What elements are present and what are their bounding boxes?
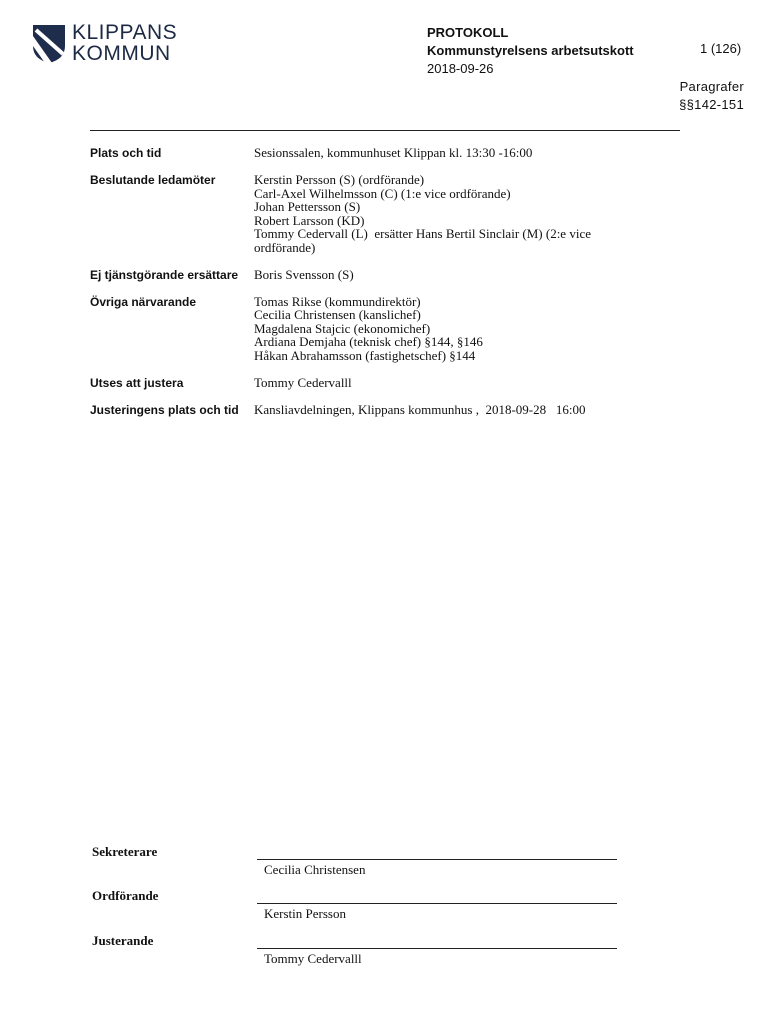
detail-row [90,376,650,390]
detail-value: ordförande) [254,239,316,255]
paragraphs-info [679,78,744,114]
meeting-details [90,146,650,430]
detail-value: Cecilia Christensen (kanslichef) [254,307,421,323]
detail-label: Ej tjänstgörande ersättare [90,267,239,282]
detail-row [90,268,650,282]
detail-value: Kerstin Persson (S) (ordförande) [254,172,425,187]
signature-line [257,948,617,949]
paragraphs-range: §§142-151 [679,97,744,112]
detail-label: Övriga närvarande [90,294,197,309]
detail-values [254,295,650,363]
detail-value: Johan Pettersson (S) [254,199,361,215]
page-number: 1 (126) [700,41,742,56]
detail-value: Håkan Abrahamsson (fastighetschef) §144 [254,347,476,363]
logo-line-2: KOMMUN [72,42,171,65]
municipal-shield-icon [32,24,66,64]
detail-value: Sesionssalen, kommunhuset Klippan kl. 13:30 -16:00 [254,145,533,160]
logo-line-1: KLIPPANS [72,21,178,44]
detail-value: Tomas Rikse (kommundirektör) [254,293,421,309]
klippans-kommun-logo [32,22,192,68]
detail-row [90,146,650,160]
detail-value: Ardiana Demjaha (teknisk chef) §144, §146 [254,334,483,350]
signature-name: Tommy Cedervalll [264,951,362,966]
detail-value: Boris Svensson (S) [254,266,354,282]
detail-values [254,173,650,255]
paragraphs-label: Paragrafer [679,79,744,94]
detail-value: Magdalena Stajcic (ekonomichef) [254,320,431,336]
detail-values [254,146,650,160]
detail-label: Plats och tid [90,146,162,160]
detail-label: Justeringens plats och tid [90,402,239,417]
detail-value: Carl-Axel Wilhelmsson (C) (1:e vice ordförande) [254,185,511,201]
document-header [427,24,634,78]
detail-row [90,173,650,255]
detail-value: Robert Larsson (KD) [254,212,365,228]
meeting-date: 2018-09-26 [427,61,494,76]
detail-label: Utses att justera [90,375,184,390]
detail-label: Beslutande ledamöter [90,173,216,187]
signature-role: Sekreterare [92,844,158,859]
committee-name: Kommunstyrelsens arbetsutskott [427,43,634,58]
detail-row [90,295,650,363]
logo-wordmark [72,22,177,64]
signature-name: Cecilia Christensen [264,862,366,877]
document-type: PROTOKOLL [427,25,509,40]
detail-value: Tommy Cedervalll [254,374,352,390]
header-divider [90,130,680,131]
detail-row [90,403,650,417]
detail-value: Tommy Cedervall (L) ersätter Hans Bertil Sinclair (M) (2:e vice [254,226,591,242]
signature-name: Kerstin Persson [264,906,346,921]
detail-values [254,268,650,282]
detail-values [254,376,650,390]
signature-line [257,859,617,860]
signature-line [257,903,617,904]
signature-role: Ordförande [92,888,159,903]
detail-values [254,403,650,417]
signature-role: Justerande [92,933,154,948]
detail-value: Kansliavdelningen, Klippans kommunhus , 2018-09-28 16:00 [254,401,586,417]
